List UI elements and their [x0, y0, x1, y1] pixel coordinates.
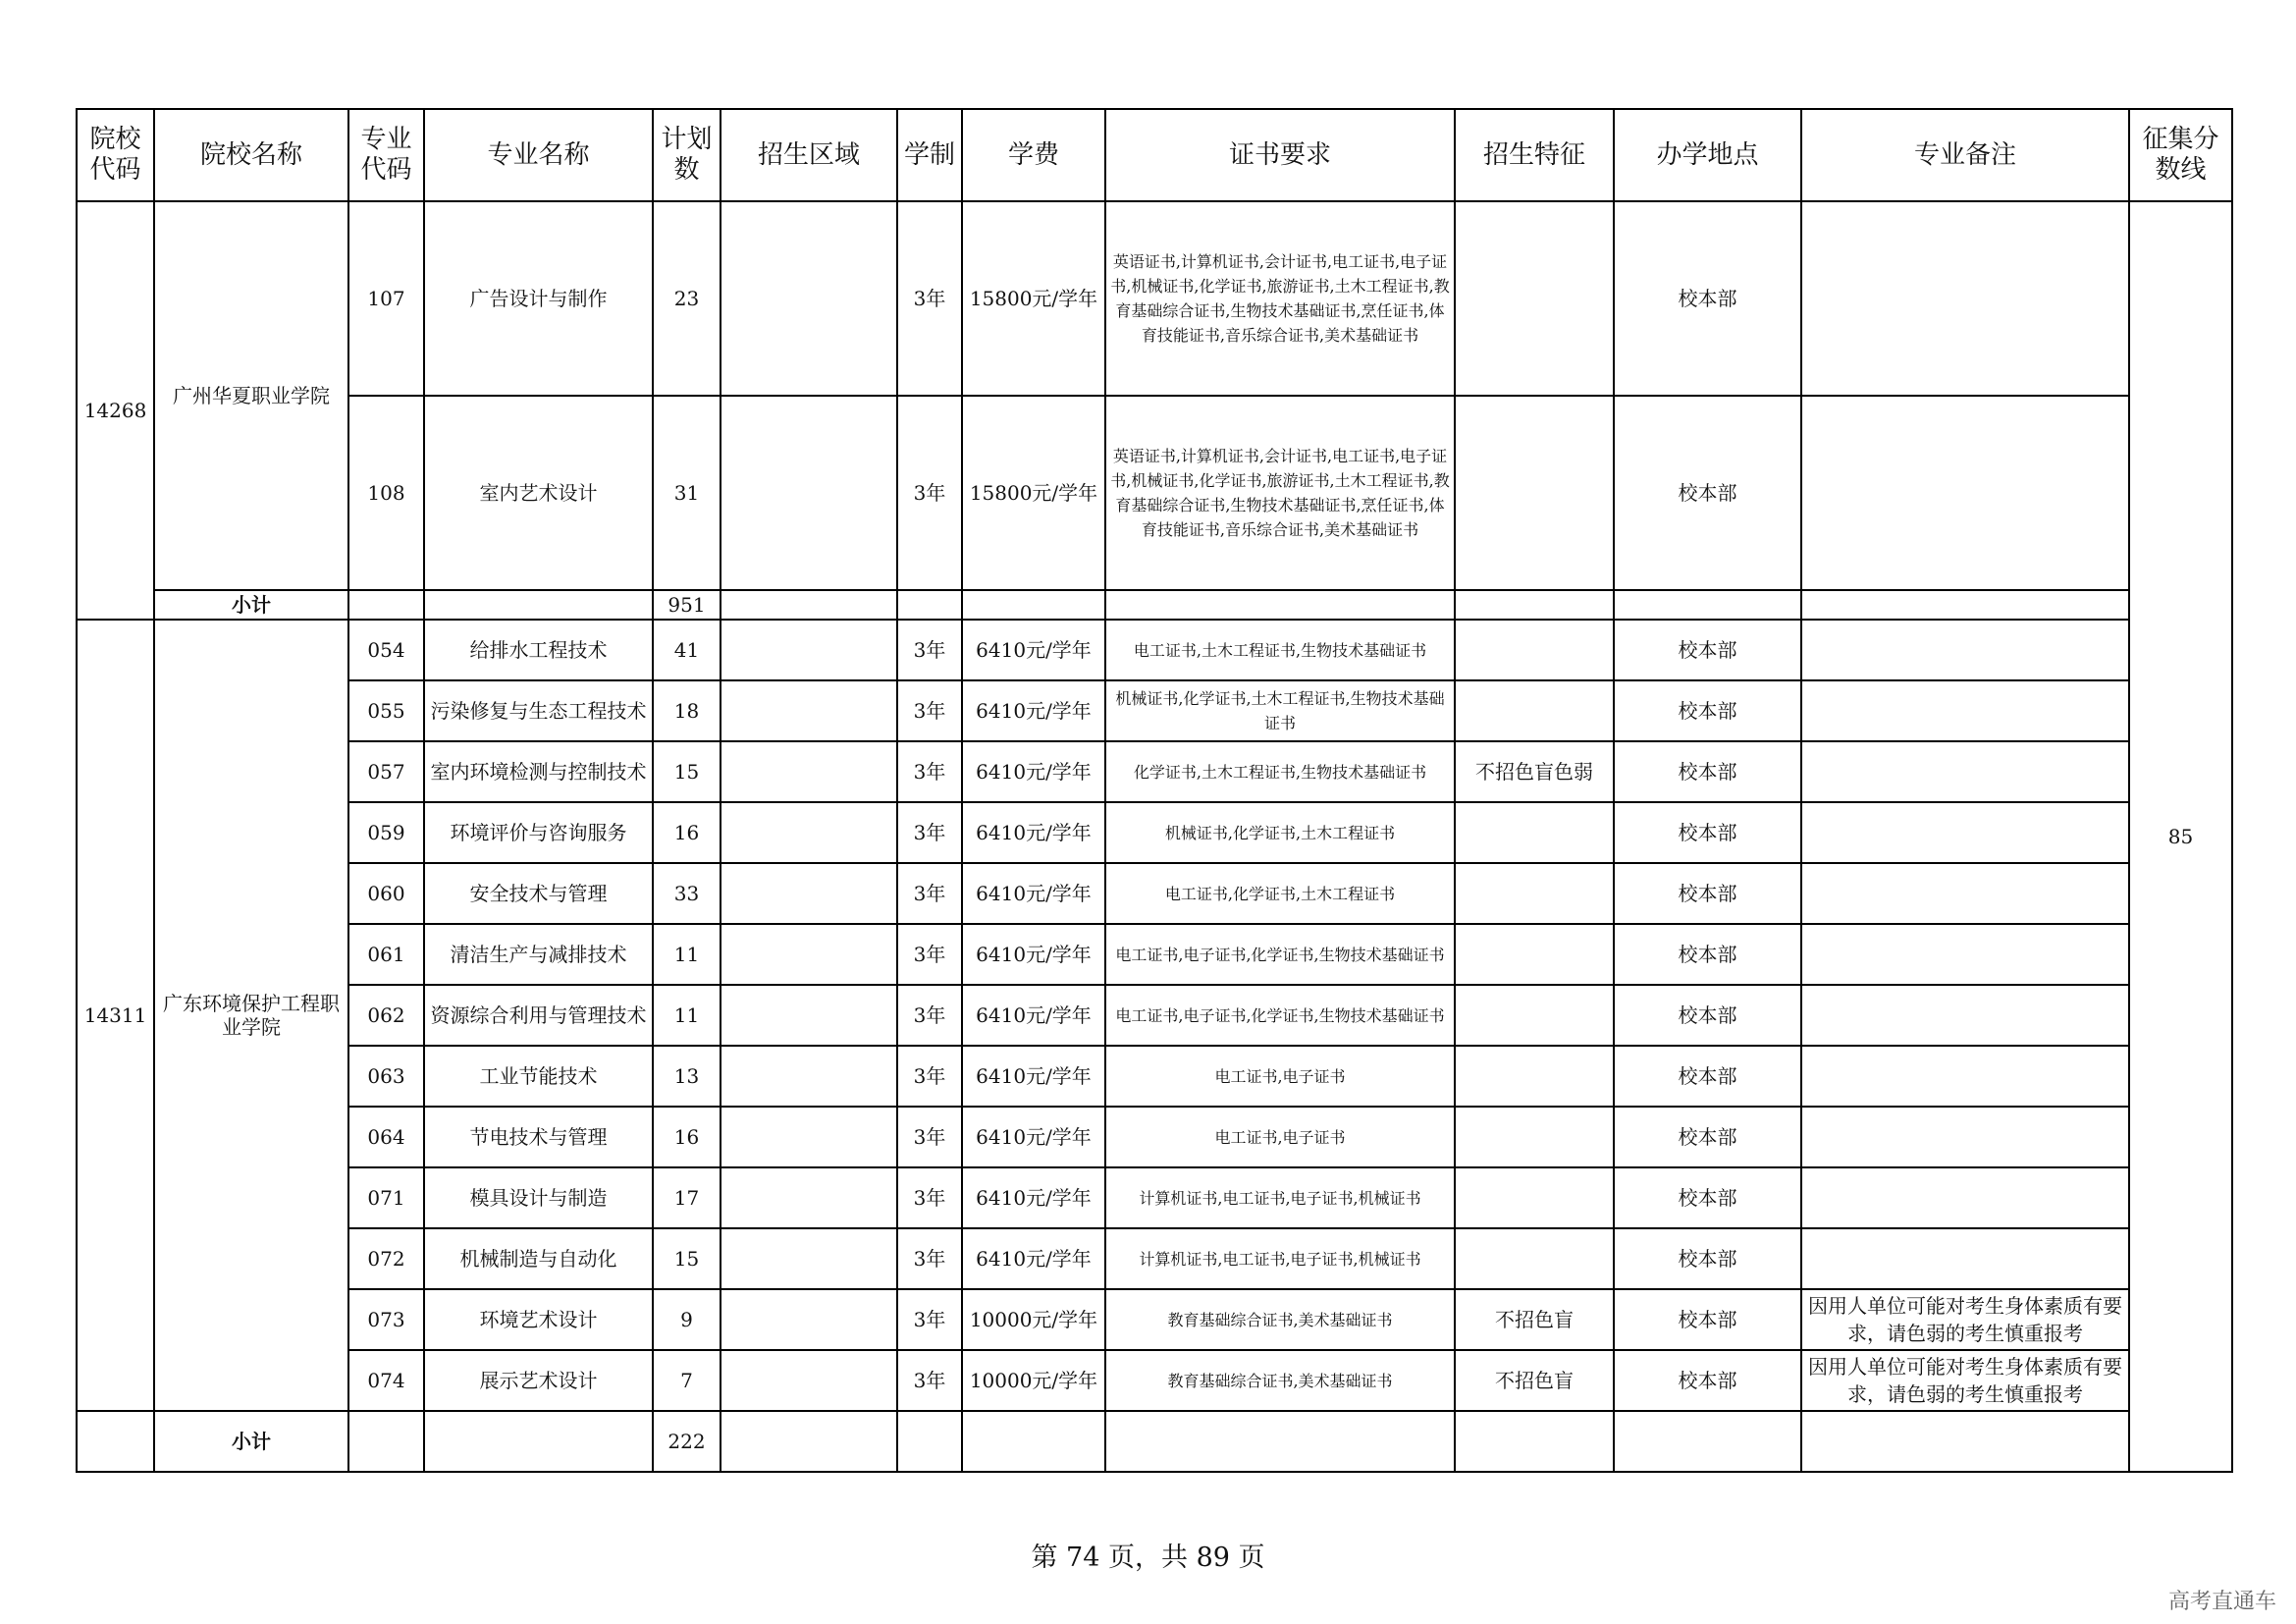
table-row	[77, 802, 2232, 863]
region	[721, 396, 897, 590]
admission-feature	[1455, 1046, 1614, 1107]
duration: 3年	[897, 1228, 962, 1289]
major-name: 室内环境检测与控制技术	[424, 741, 653, 802]
major-note	[1801, 863, 2129, 924]
major-note	[1801, 924, 2129, 985]
tuition-fee: 6410元/学年	[962, 1046, 1105, 1107]
region	[721, 620, 897, 680]
tuition-fee: 6410元/学年	[962, 924, 1105, 985]
duration: 3年	[897, 1350, 962, 1411]
table-row	[77, 680, 2232, 741]
table-row	[77, 1228, 2232, 1289]
column-header: 学制	[897, 109, 962, 201]
campus-location: 校本部	[1614, 680, 1801, 741]
major-note: 因用人单位可能对考生身体素质有要求，请色弱的考生慎重报考	[1801, 1289, 2129, 1350]
table-row	[77, 1350, 2232, 1411]
certificate-requirements: 电工证书,电子证书	[1105, 1107, 1455, 1167]
empty-cell	[962, 1411, 1105, 1472]
empty-cell	[1614, 590, 1801, 620]
empty-cell	[1455, 590, 1614, 620]
column-header: 专业备注	[1801, 109, 2129, 201]
major-note	[1801, 680, 2129, 741]
score-line: 85	[2129, 201, 2232, 1472]
region	[721, 1107, 897, 1167]
table-row	[77, 1046, 2232, 1107]
empty-cell	[1105, 1411, 1455, 1472]
admission-feature: 不招色盲	[1455, 1289, 1614, 1350]
major-code: 059	[348, 802, 424, 863]
empty-cell	[1455, 1411, 1614, 1472]
plan-count: 41	[653, 620, 721, 680]
column-header: 院校代码	[77, 109, 154, 201]
header-row	[77, 109, 2232, 201]
major-name: 广告设计与制作	[424, 201, 653, 396]
column-header: 招生区域	[721, 109, 897, 201]
plan-count: 7	[653, 1350, 721, 1411]
region	[721, 1228, 897, 1289]
admission-feature	[1455, 1167, 1614, 1228]
major-code: 054	[348, 620, 424, 680]
column-header: 计划数	[653, 109, 721, 201]
campus-location: 校本部	[1614, 741, 1801, 802]
campus-location: 校本部	[1614, 802, 1801, 863]
tuition-fee: 10000元/学年	[962, 1350, 1105, 1411]
plan-count: 31	[653, 396, 721, 590]
subtotal-count: 222	[653, 1411, 721, 1472]
tuition-fee: 10000元/学年	[962, 1289, 1105, 1350]
certificate-requirements: 机械证书,化学证书,土木工程证书,生物技术基础证书	[1105, 680, 1455, 741]
certificate-requirements: 电工证书,电子证书,化学证书,生物技术基础证书	[1105, 924, 1455, 985]
campus-location: 校本部	[1614, 201, 1801, 396]
table-row	[77, 985, 2232, 1046]
table-row	[77, 201, 2232, 396]
tuition-fee: 6410元/学年	[962, 620, 1105, 680]
tuition-fee: 15800元/学年	[962, 201, 1105, 396]
major-name: 安全技术与管理	[424, 863, 653, 924]
column-header: 专业名称	[424, 109, 653, 201]
major-code: 072	[348, 1228, 424, 1289]
region	[721, 1350, 897, 1411]
certificate-requirements: 电工证书,化学证书,土木工程证书	[1105, 863, 1455, 924]
empty-cell	[77, 1411, 154, 1472]
plan-count: 16	[653, 802, 721, 863]
major-note	[1801, 1046, 2129, 1107]
plan-count: 23	[653, 201, 721, 396]
certificate-requirements: 电工证书,电子证书	[1105, 1046, 1455, 1107]
subtotal-count: 951	[653, 590, 721, 620]
major-name: 资源综合利用与管理技术	[424, 985, 653, 1046]
school-name: 广州华夏职业学院	[154, 201, 348, 590]
duration: 3年	[897, 924, 962, 985]
major-code: 074	[348, 1350, 424, 1411]
major-name: 节电技术与管理	[424, 1107, 653, 1167]
certificate-requirements: 英语证书,计算机证书,会计证书,电工证书,电子证书,机械证书,化学证书,旅游证书,土木工程证书,教育基础综合证书,生物技术基础证书,烹任证书,体育技能证书,音乐综合证书,美术基础证书	[1105, 396, 1455, 590]
region	[721, 863, 897, 924]
tuition-fee: 6410元/学年	[962, 985, 1105, 1046]
plan-count: 33	[653, 863, 721, 924]
plan-count: 18	[653, 680, 721, 741]
empty-cell	[1801, 590, 2129, 620]
certificate-requirements: 机械证书,化学证书,土木工程证书	[1105, 802, 1455, 863]
plan-count: 16	[653, 1107, 721, 1167]
major-code: 108	[348, 396, 424, 590]
major-code: 064	[348, 1107, 424, 1167]
major-note	[1801, 201, 2129, 396]
empty-cell	[721, 1411, 897, 1472]
campus-location: 校本部	[1614, 1289, 1801, 1350]
duration: 3年	[897, 680, 962, 741]
empty-cell	[348, 1411, 424, 1472]
table-body	[77, 201, 2232, 1472]
table-row	[77, 924, 2232, 985]
admission-feature: 不招色盲色弱	[1455, 741, 1614, 802]
admission-feature	[1455, 620, 1614, 680]
table-row	[77, 741, 2232, 802]
admission-feature	[1455, 863, 1614, 924]
subtotal-row	[77, 590, 2232, 620]
column-header: 证书要求	[1105, 109, 1455, 201]
school-code: 14311	[77, 620, 154, 1411]
major-code: 060	[348, 863, 424, 924]
tuition-fee: 15800元/学年	[962, 396, 1105, 590]
table-row	[77, 1289, 2232, 1350]
campus-location: 校本部	[1614, 1046, 1801, 1107]
school-code: 14268	[77, 201, 154, 620]
tuition-fee: 6410元/学年	[962, 1107, 1105, 1167]
empty-cell	[348, 590, 424, 620]
major-name: 机械制造与自动化	[424, 1228, 653, 1289]
campus-location: 校本部	[1614, 396, 1801, 590]
admission-feature	[1455, 924, 1614, 985]
tuition-fee: 6410元/学年	[962, 741, 1105, 802]
major-name: 工业节能技术	[424, 1046, 653, 1107]
empty-cell	[424, 1411, 653, 1472]
subtotal-row	[77, 1411, 2232, 1472]
column-header: 专业代码	[348, 109, 424, 201]
major-code: 073	[348, 1289, 424, 1350]
campus-location: 校本部	[1614, 924, 1801, 985]
duration: 3年	[897, 741, 962, 802]
empty-cell	[962, 590, 1105, 620]
table-row	[77, 396, 2232, 590]
table-row	[77, 620, 2232, 680]
empty-cell	[721, 590, 897, 620]
admission-feature	[1455, 1228, 1614, 1289]
major-name: 环境评价与咨询服务	[424, 802, 653, 863]
certificate-requirements: 英语证书,计算机证书,会计证书,电工证书,电子证书,机械证书,化学证书,旅游证书,土木工程证书,教育基础综合证书,生物技术基础证书,烹任证书,体育技能证书,音乐综合证书,美术基础证书	[1105, 201, 1455, 396]
major-note	[1801, 802, 2129, 863]
column-header: 征集分数线	[2129, 109, 2232, 201]
region	[721, 201, 897, 396]
major-note	[1801, 741, 2129, 802]
certificate-requirements: 电工证书,土木工程证书,生物技术基础证书	[1105, 620, 1455, 680]
certificate-requirements: 计算机证书,电工证书,电子证书,机械证书	[1105, 1167, 1455, 1228]
major-note	[1801, 620, 2129, 680]
plan-count: 9	[653, 1289, 721, 1350]
major-code: 071	[348, 1167, 424, 1228]
admission-feature	[1455, 680, 1614, 741]
admission-feature	[1455, 396, 1614, 590]
empty-cell	[424, 590, 653, 620]
campus-location: 校本部	[1614, 985, 1801, 1046]
duration: 3年	[897, 863, 962, 924]
region	[721, 1167, 897, 1228]
plan-count: 13	[653, 1046, 721, 1107]
admission-table	[76, 108, 2233, 1473]
major-code: 061	[348, 924, 424, 985]
plan-count: 11	[653, 924, 721, 985]
certificate-requirements: 教育基础综合证书,美术基础证书	[1105, 1289, 1455, 1350]
page-footer: 第 74 页，共 89 页	[1031, 1543, 1265, 1573]
duration: 3年	[897, 985, 962, 1046]
plan-count: 15	[653, 741, 721, 802]
empty-cell	[1614, 1411, 1801, 1472]
major-note	[1801, 1107, 2129, 1167]
admission-feature	[1455, 985, 1614, 1046]
region	[721, 802, 897, 863]
region	[721, 680, 897, 741]
region	[721, 924, 897, 985]
column-header: 学费	[962, 109, 1105, 201]
plan-count: 17	[653, 1167, 721, 1228]
region	[721, 1289, 897, 1350]
certificate-requirements: 计算机证书,电工证书,电子证书,机械证书	[1105, 1228, 1455, 1289]
tuition-fee: 6410元/学年	[962, 1228, 1105, 1289]
duration: 3年	[897, 1107, 962, 1167]
column-header: 办学地点	[1614, 109, 1801, 201]
tuition-fee: 6410元/学年	[962, 680, 1105, 741]
region	[721, 1046, 897, 1107]
major-note	[1801, 396, 2129, 590]
tuition-fee: 6410元/学年	[962, 863, 1105, 924]
campus-location: 校本部	[1614, 1107, 1801, 1167]
empty-cell	[1801, 1411, 2129, 1472]
major-note: 因用人单位可能对考生身体素质有要求，请色弱的考生慎重报考	[1801, 1350, 2129, 1411]
admission-feature	[1455, 802, 1614, 863]
duration: 3年	[897, 802, 962, 863]
major-name: 室内艺术设计	[424, 396, 653, 590]
campus-location: 校本部	[1614, 863, 1801, 924]
duration: 3年	[897, 201, 962, 396]
admission-feature	[1455, 1107, 1614, 1167]
column-header: 招生特征	[1455, 109, 1614, 201]
region	[721, 985, 897, 1046]
major-name: 环境艺术设计	[424, 1289, 653, 1350]
duration: 3年	[897, 396, 962, 590]
empty-cell	[897, 1411, 962, 1472]
subtotal-label: 小计	[154, 590, 348, 620]
campus-location: 校本部	[1614, 1350, 1801, 1411]
empty-cell	[897, 590, 962, 620]
major-name: 展示艺术设计	[424, 1350, 653, 1411]
admission-feature: 不招色盲	[1455, 1350, 1614, 1411]
watermark: 高考直通车	[2167, 1590, 2276, 1614]
certificate-requirements: 化学证书,土木工程证书,生物技术基础证书	[1105, 741, 1455, 802]
admission-feature	[1455, 201, 1614, 396]
major-note	[1801, 1167, 2129, 1228]
major-code: 062	[348, 985, 424, 1046]
major-name: 污染修复与生态工程技术	[424, 680, 653, 741]
plan-count: 11	[653, 985, 721, 1046]
campus-location: 校本部	[1614, 1167, 1801, 1228]
plan-count: 15	[653, 1228, 721, 1289]
major-code: 107	[348, 201, 424, 396]
campus-location: 校本部	[1614, 1228, 1801, 1289]
major-note	[1801, 1228, 2129, 1289]
subtotal-label: 小计	[154, 1411, 348, 1472]
duration: 3年	[897, 620, 962, 680]
certificate-requirements: 电工证书,电子证书,化学证书,生物技术基础证书	[1105, 985, 1455, 1046]
region	[721, 741, 897, 802]
table-row	[77, 1167, 2232, 1228]
major-name: 模具设计与制造	[424, 1167, 653, 1228]
duration: 3年	[897, 1289, 962, 1350]
table-row	[77, 863, 2232, 924]
school-name: 广东环境保护工程职业学院	[154, 620, 348, 1411]
major-name: 清洁生产与减排技术	[424, 924, 653, 985]
tuition-fee: 6410元/学年	[962, 802, 1105, 863]
major-code: 055	[348, 680, 424, 741]
major-code: 057	[348, 741, 424, 802]
major-code: 063	[348, 1046, 424, 1107]
empty-cell	[1105, 590, 1455, 620]
table-row	[77, 1107, 2232, 1167]
tuition-fee: 6410元/学年	[962, 1167, 1105, 1228]
major-note	[1801, 985, 2129, 1046]
duration: 3年	[897, 1167, 962, 1228]
campus-location: 校本部	[1614, 620, 1801, 680]
duration: 3年	[897, 1046, 962, 1107]
major-name: 给排水工程技术	[424, 620, 653, 680]
column-header: 院校名称	[154, 109, 348, 201]
certificate-requirements: 教育基础综合证书,美术基础证书	[1105, 1350, 1455, 1411]
